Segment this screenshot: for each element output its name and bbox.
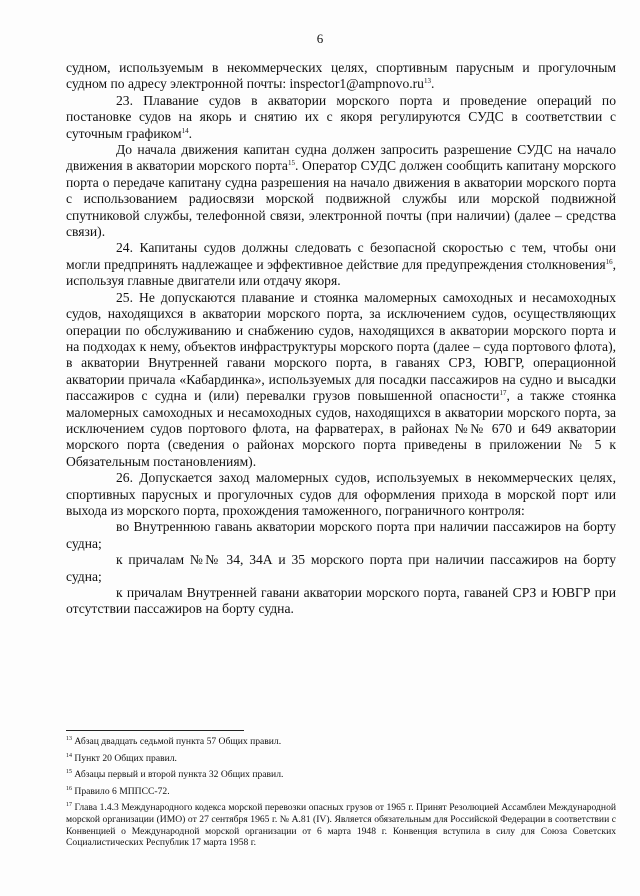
paragraph [66, 142, 616, 240]
page-number: 6 [316, 31, 324, 46]
paragraph [66, 93, 616, 142]
footnote [66, 736, 616, 748]
footnote-reference: 17 [499, 389, 507, 398]
paragraph-text: . [430, 76, 435, 92]
paragraph-text: . Оператор СУДС должен сообщить капитану морского порта о передаче капитану судна разрешения на начало движения в акватории морского порта с использованием радиосвязи морской подвижной службы или морской подвижной спутниковой службы, телефонной связи, электронной почты (при наличии) (далее – средства связи). [66, 158, 616, 240]
footnote-mark: 16 [66, 785, 72, 792]
paragraph [66, 60, 616, 93]
paragraph-text: 26. Допускается заход маломерных судов, используемых в некоммерческих целях, спортивных парусных и прогулочных судов для оформления прихода в морской порт или выхода из морского порта, прохождения таможенного, пограничного контроля: [66, 470, 616, 518]
paragraph [66, 470, 616, 519]
footnote-text: Абзац двадцать седьмой пункта 57 Общих правил. [72, 736, 282, 747]
footnote-mark: 15 [66, 769, 72, 776]
paragraph-text: 24. Капитаны судов должны следовать с безопасной скоростью с тем, чтобы они могли предпринять надлежащее и эффективное действие для предупреждения столкновения [66, 240, 616, 272]
footnote-mark: 13 [66, 736, 72, 742]
paragraph-text: во Внутреннюю гавань акватории морского порта при наличии пассажиров на борту судна; [66, 519, 616, 551]
paragraph-text: к причалам Внутренней гавани акватории морского порта, гаваней СРЗ и ЮВГР при отсутствии пассажиров на борту судна. [66, 585, 616, 617]
paragraph [66, 290, 616, 470]
paragraph-text: к причалам №№ 34, 34А и 35 морского порта при наличии пассажиров на борту судна; [66, 552, 616, 584]
footnote-reference: 16 [605, 257, 613, 266]
paragraph [66, 585, 616, 618]
footnote [66, 802, 616, 848]
footnote [66, 769, 616, 781]
paragraph [66, 552, 616, 585]
footnotes [66, 736, 616, 849]
footnote-text: Абзацы первый и второй пункта 32 Общих правил. [72, 769, 284, 781]
paragraph-text: 25. Не допускаются плавание и стоянка маломерных самоходных и несамоходных судов, находящихся в акватории морского порта, за исключением судов, осуществляющих операции по обслуживанию и снабжению судов, находящихся в акватории морского порта и на подходах к нему, объектов инфраструктуры морского порта (далее – суда портового флота), в акватории Внутренней гавани морского порта, в гаванях СРЗ, ЮВГР, операционной акватории причала «Кабардинка», используемых для посадки пассажиров на судно и высадки пассажиров с судна и (или) перевалки грузов повышенной опасности [66, 289, 616, 404]
footnote-mark: 14 [66, 752, 72, 759]
paragraph-text: , а также стоянка маломерных самоходных и несамоходных судов, находящихся в акватории морского порта, за исключением судов портового флота, на фарватерах, в районах №№ 670 и 649 акватории морского порта (сведения о районах морского порта приведены в приложении № 5 к Обязательным постановлениям). [66, 388, 616, 469]
paragraph-text: . [188, 125, 193, 141]
footnote [66, 753, 616, 765]
paragraph-text: До начала движения капитан судна должен запросить разрешение СУДС на начало движения в акватории морского порта [66, 142, 616, 174]
body-text [66, 60, 616, 618]
paragraph-text: судном, используемым в некоммерческих целях, спортивным парусным и прогулочным судном по адресу электронной почты: inspector1@ampnovo.ru [66, 60, 616, 92]
paragraph-text: 23. Плавание судов в акватории морского порта и проведение операций по постановке судов на якорь и снятию их с якоря регулируются СУДС в соответствии с суточным графиком [66, 92, 616, 141]
footnote-reference: 15 [287, 159, 295, 168]
footnote-divider [66, 730, 244, 731]
paragraph [66, 240, 616, 289]
paragraph-text: , используя главные двигатели или отдачу якоря. [66, 256, 616, 289]
footnote-text: Правило 6 МППСС-72. [72, 785, 170, 797]
footnote-mark: 17 [66, 802, 72, 809]
footnote-reference: 13 [423, 77, 431, 86]
footnote-reference: 14 [181, 126, 189, 135]
footnote [66, 786, 616, 798]
footnote-text: Глава 1.4.3 Международного кодекса морской перевозки опасных грузов от 1965 г. Принят Резолюцией Ассамблеи Международной морской организации (ИМО) от 27 сентября 1965 г. № А.81 (IV). Является обязательным для Российской Федерации в соответствии с Конвенцией о Международной морской организации от 6 марта 1948 г. Конвенция вступила в силу для Союза Советских Социалистических Республик 17 марта 1958 г. [66, 802, 616, 849]
footnote-text: Пункт 20 Общих правил. [72, 752, 177, 764]
paragraph [66, 519, 616, 552]
